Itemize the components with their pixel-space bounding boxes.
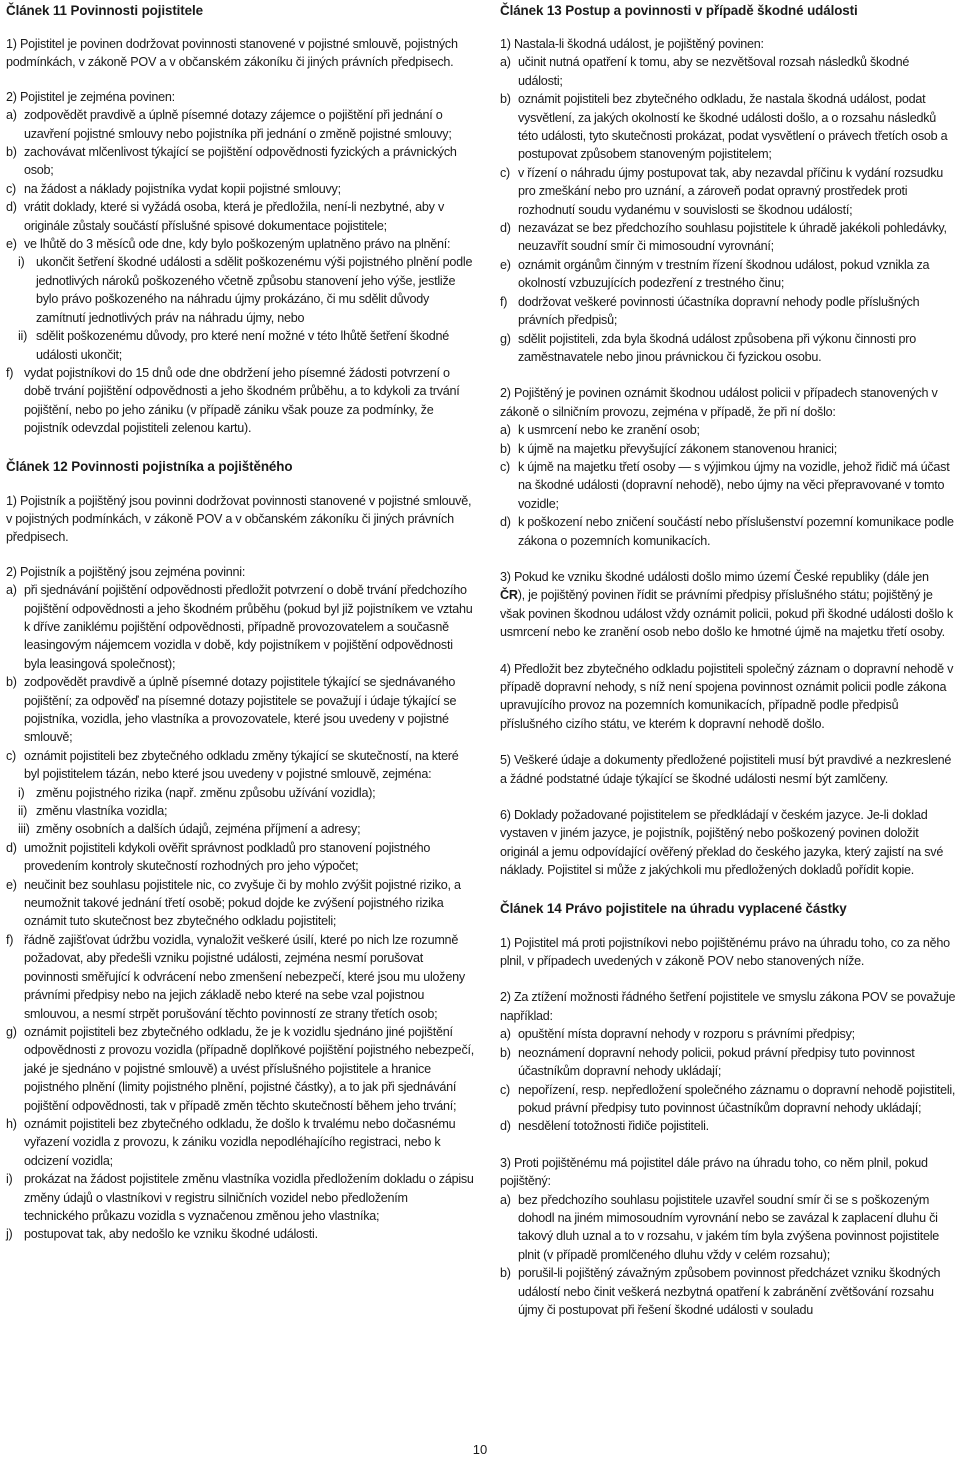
- list-item: c) oznámit pojistiteli bez zbytečného odkladu změny týkající se skutečností, na které byl pojistitelem tázán, nebo které jsou uvedeny v pojistné smlouvě, zejména: i) změnu pojistného rizika (např. změnu způsobu užívání vozidla); ii) změnu vlastníka vozidla; iii) změny osobních a dalších údajů, zejména příjmení a adresy;: [6, 747, 474, 839]
- article-14-heading: Článek 14 Právo pojistitele na úhradu vyplacené částky: [500, 900, 847, 916]
- article-13-paragraph-1-title: 1) Nastala-li škodná událost, je pojištěný povinen:: [500, 37, 764, 51]
- abbreviation-cr: ČR: [500, 588, 518, 603]
- list-item: b) k újmě na majetku převyšující zákonem stanovenou hranici;: [500, 441, 837, 456]
- article-12-list: [6, 581, 474, 1244]
- list-item: c) nepořízení, resp. nepředložení společného záznamu o dopravní nehodě pojistiteli, pokud právní předpisy tuto povinnost účastníkům dopravní nehody ukládají;: [500, 1082, 956, 1115]
- article-11-paragraph-1: 1) Pojistitel je povinen dodržovat povinnosti stanovené v pojistné smlouvě, pojistných podmínkách, v zákoně POV a v občanském zákoníku či jiných právních předpisech.: [6, 37, 458, 70]
- article-11-heading: Článek 11 Povinnosti pojistitele: [6, 3, 203, 18]
- list-item: d) k poškození nebo zničení součástí nebo příslušenství pozemní komunikace podle zákona o pozemních komunikacích.: [500, 515, 954, 548]
- list-item: b) zachovávat mlčenlivost týkající se pojištění odpovědnosti fyzických a právnických osob;: [6, 145, 457, 178]
- list-item: b) zodpovědět pravdivě a úplně písemné dotazy pojistitele týkající se sjednávaného pojištění; za odpověď na písemné dotazy pojistitele se považují i údaje týkající se pojistníka, vozidla, jeho vlastníka a provozovatele, které jsou uvedeny v pojistné smlouvě;: [6, 675, 457, 745]
- list-item: a) při sjednávání pojištění odpovědnosti předložit potvrzení o době trvání předchozího pojištění odpovědnosti a jeho škodném průběhu (pokud byl již pojistníkem ve vztahu k dříve zaniklému pojištění odpovědnosti, případně provozovatelem a současně leasingovým nájemcem vozidla v době, kdy pojistníkem v pojištění odpovědnosti byla leasingová společnost);: [6, 583, 473, 671]
- list-item: e) neučinit bez souhlasu pojistitele nic, co zvyšuje či by mohlo zvýšit pojistné riziko, a neumožnit takové jednání třetí osobě; pokud dojde ke zvýšení pojistného rizika oznámit tuto skutečnost bez zbytečného odkladu pojistiteli;: [6, 877, 461, 929]
- list-item: b) oznámit pojistiteli bez zbytečného odkladu, že nastala škodná událost, podat vysvětlení, za jakých okolností ke škodné události došlo, a o rozsahu následků této události, tyto skutečnosti prokázat, podat vysvětlení o právech třetích osob a postupovat způsobem stanoveným pojistitelem;: [500, 92, 948, 162]
- article-13-paragraph-6: 6) Doklady požadované pojistitelem se předkládají v českém jazyce. Je-li doklad vystaven v jiném jazyce, je pojistník, pojištěný nebo poškozený povinen doložit originál a jemu odpovídající ověřený překlad do českého jazyka, který zajistí na své náklady. Pojistitel si může z jakýchkoli mu předložených dokladů pořídit kopie.: [500, 808, 944, 878]
- article-13-heading: Článek 13 Postup a povinnosti v případě škodné události: [500, 3, 858, 18]
- list-item: b) neoznámení dopravní nehody policii, pokud právní předpisy tuto povinnost účastníkům dopravní nehody ukládají;: [500, 1045, 915, 1079]
- sublist-item: ii) změnu vlastníka vozidla;: [18, 804, 168, 819]
- list-item: c) v řízení o náhradu újmy postupovat tak, aby nezavdal příčinu k vydání rozsudku pro zmeškání nebo pro uznání, a zároveň podat opravný prostředek proti rozhodnutí soudu vydanému v souvislosti se škodnou událostí;: [500, 165, 944, 217]
- article-12-sublist: [6, 784, 474, 839]
- list-item: e) oznámit orgánům činným v trestním řízení škodnou událost, pokud vznikla za okolností vzbuzujících podezření z trestného činu;: [500, 257, 930, 291]
- article-13-paragraph-3: 3) Pokud ke vzniku škodné události došlo mimo území České republiky (dále jen ČR), je pojištěný povinen řídit se právními předpisy příslušného státu; pojištěný je však povinen škodnou událost vždy oznámit policii, pokud při škodné události došlo k usmrcení nebo ke zranění osob nebo došlo ke hmotné újmě na majetku třetí osoby.: [500, 569, 953, 640]
- list-item: f) řádně zajišťovat údržbu vozidla, vynaložit veškeré úsilí, které po nich lze rozumně požadovat, aby předešli vzniku pojistné události, zejména nesmí porušovat povinnosti směřující k odvrácení nebo zmenšení nebezpečí, které jsou mu uloženy právními předpisy nebo na jejich základě nebo které na sebe vzal pojistnou smlouvou, a nesmí strpět porušování těchto povinností ze strany třetích osob;: [6, 932, 465, 1021]
- page-number: 10: [472, 1442, 488, 1457]
- list-item: f) dodržovat veškeré povinnosti účastníka dopravní nehody podle příslušných právních předpisů;: [500, 294, 920, 328]
- article-13-list-1: [500, 53, 956, 366]
- article-12-heading: Článek 12 Povinnosti pojistníka a pojištěného: [6, 458, 293, 474]
- right-column: [500, 0, 956, 1319]
- list-item: d) vrátit doklady, které si vyžádá osoba, která je předložila, není-li nezbytné, aby v originále zůstaly součástí příslušné spisové dokumentace pojistitele;: [6, 200, 445, 233]
- article-14-paragraph-3-title: 3) Proti pojištěnému má pojistitel dále právo na úhradu toho, co něm plnil, pokud pojištěný:: [500, 1155, 928, 1189]
- list-item: a) opuštění místa dopravní nehody v rozporu s právními předpisy;: [500, 1027, 855, 1042]
- article-14-list-3: [500, 1191, 956, 1320]
- article-13-paragraph-2-title: 2) Pojištěný je povinen oznámit škodnou událost policii v případech stanovených v zákoně o silničním provozu, zejména v případě, že při ní došlo:: [500, 386, 938, 419]
- article-14-list-2: [500, 1025, 956, 1135]
- sublist-item: i) změnu pojistného rizika (např. změnu způsobu užívání vozidla);: [18, 785, 376, 800]
- list-item: g) sdělit pojistiteli, zda byla škodná událost způsobena při výkonu činnosti pro zaměstnavatele nebo jinou právnickou či fyzickou osobu.: [500, 331, 916, 364]
- list-item: a) k usmrcení nebo ke zranění osob;: [500, 423, 700, 438]
- list-item: a) zodpovědět pravdivě a úplně písemné dotazy zájemce o pojištění při jednání o uzavření pojistné smlouvy nebo pojistníka při jednání o změně pojistné smlouvy;: [6, 108, 452, 141]
- sublist-item: iii) změny osobních a dalších údajů, zejména příjmení a adresy;: [18, 822, 361, 837]
- article-13-list-2: [500, 421, 956, 550]
- sublist-item: i) ukončit šetření škodné události a sdělit poškozenému výši pojistného plnění podle jednotlivých nároků poškozeného včetně způsobu stanovení jeho výše, jestliže bylo právo poškozeného na náhradu újmy prokázáno, či mu sdělit důvody zamítnutí jednotlivých práv na náhradu újmy, nebo: [18, 255, 473, 325]
- list-item: g) oznámit pojistiteli bez zbytečného odkladu, že je k vozidlu sjednáno jiné pojištění odpovědnosti z provozu vozidla (případně doplňkové pojištění pojistného nebezpečí, jaké je sjednáno v pojistné smlouvě) a uvést příslušného pojistitele a hranice pojistného plnění (limity pojistného plnění, pojistné částky), a to jak při sjednávání pojištění odpovědnosti, tak v případě změn těchto skutečností během jeho trvání;: [6, 1024, 474, 1113]
- article-12-paragraph-1: 1) Pojistník a pojištěný jsou povinni dodržovat povinnosti stanovené v pojistné smlouvě, v pojistných podmínkách, v zákoně POV a v občanském zákoníku či jiných právních předpisech.: [6, 493, 472, 545]
- left-column: [6, 0, 474, 1244]
- article-13-paragraph-5: 5) Veškeré údaje a dokumenty předložené pojistiteli musí být pravdivé a nezkreslené a žádné podstatné údaje týkající se škodné události nesmí být zamlčeny.: [500, 753, 952, 786]
- list-item: a) bez předchozího souhlasu pojistitele uzavřel soudní smír či se s poškozeným dohodl na jiném mimosoudním vyrovnání nebo se zavázal k zaplacení dluhu či takový dluh uznal a to v rozsahu, v jakém tím byla zvýšena povinnost pojistitele plnit (v případě promlčeného dluhu vždy v celém rozsahu);: [500, 1192, 940, 1262]
- sublist-item: ii) sdělit poškozenému důvody, pro které není možné v této lhůtě šetření škodné události ukončit;: [18, 329, 449, 362]
- list-item: h) oznámit pojistiteli bez zbytečného odkladu, že došlo k trvalému nebo dočasnému vyřazení vozidla z provozu, k zániku vozidla nepodléhajícího registraci, nebo k odcizení vozidla;: [6, 1116, 456, 1168]
- article-14-paragraph-1: 1) Pojistitel má proti pojistníkovi nebo pojištěnému právo na úhradu toho, co za něho plnil, v případech uvedených v zákoně POV nebo stanovených níže.: [500, 935, 950, 969]
- article-12-paragraph-2-title: 2) Pojistník a pojištěný jsou zejména povinni:: [6, 564, 246, 579]
- list-item: d) nezavázat se bez předchozího souhlasu pojistitele k úhradě jakékoli pohledávky, neuzavřít soudní smír či mimosoudní vyrovnání;: [500, 221, 947, 254]
- list-item: j) postupovat tak, aby nedošlo ke vzniku škodné události.: [6, 1227, 318, 1242]
- article-13-paragraph-4: 4) Předložit bez zbytečného odkladu pojistiteli společný záznam o dopravní nehodě v případě dopravní nehody, s níž není spojena povinnost oznámit policii podle zákona upravujícího provoz na pozemních komunikacích, případně podle předpisů příslušného cizího státu, ve kterém k dopravní nehodě došlo.: [500, 661, 954, 731]
- list-item: i) prokázat na žádost pojistitele změnu vlastníka vozidla předložením dokladu o zápisu změny údajů o vlastníkovi v registru silničních vozidel nebo předložením technického průkazu vozidla s vyznačenou změnou jeho vlastníka;: [6, 1172, 474, 1223]
- list-item: d) umožnit pojistiteli kdykoli ověřit správnost podkladů pro stanovení pojistného provedením kontroly skutečností rozhodných pro jeho výpočet;: [6, 840, 431, 874]
- list-item: c) na žádost a náklady pojistníka vydat kopii pojistné smlouvy;: [6, 181, 341, 196]
- article-14-paragraph-2-title: 2) Za ztížení možnosti řádného šetření pojistitele ve smyslu zákona POV se považuje například:: [500, 990, 956, 1023]
- list-item: b) porušil-li pojištěný závažným způsobem povinnost předcházet vzniku škodných událostí nebo činit veškerá nezbytná opatření k zabránění zvětšování rozsahu újmy či postupovat při řešení škodné události v souladu: [500, 1266, 941, 1317]
- list-item: a) učinit nutná opatření k tomu, aby se nezvětšoval rozsah následků škodné události;: [500, 55, 910, 88]
- list-item: c) k újmě na majetku třetí osoby — s výjimkou újmy na vozidle, jehož řidič má účast na škodné události (dopravní nehodě), nebo újmy na věci přepravované v tomto vozidle;: [500, 459, 950, 511]
- article-11-list: [6, 106, 474, 437]
- list-item: d) nesdělení totožnosti řidiče pojistiteli.: [500, 1119, 709, 1134]
- article-11-sublist: [6, 253, 474, 363]
- article-11-paragraph-2-title: 2) Pojistitel je zejména povinen:: [6, 89, 175, 104]
- list-item: e) ve lhůtě do 3 měsíců ode dne, kdy bylo poškozeným uplatněno právo na plnění: i) ukončit šetření škodné události a sdělit poškozenému výši pojistného plnění podle jednotlivých nároků poškozeného včetně způsobu stanovení jeho výše, jestliže bylo právo poškozeného na náhradu újmy prokázáno, či mu sdělit důvody zamítnutí jednotlivých práv na náhradu újmy, nebo ii) sdělit poškozenému důvody, pro které není možné v této lhůtě šetření škodné události ukončit;: [6, 235, 474, 364]
- list-item: f) vydat pojistníkovi do 15 dnů ode dne obdržení jeho písemné žádosti potvrzení o době trvání pojištění odpovědnosti a jeho škodném průběhu, a to kdykoli za trvání pojištění, nebo po jeho zániku (v případě zániku však pouze za podmínky, že pojistník odevzdal pojistiteli zelenou kartu).: [6, 365, 460, 436]
